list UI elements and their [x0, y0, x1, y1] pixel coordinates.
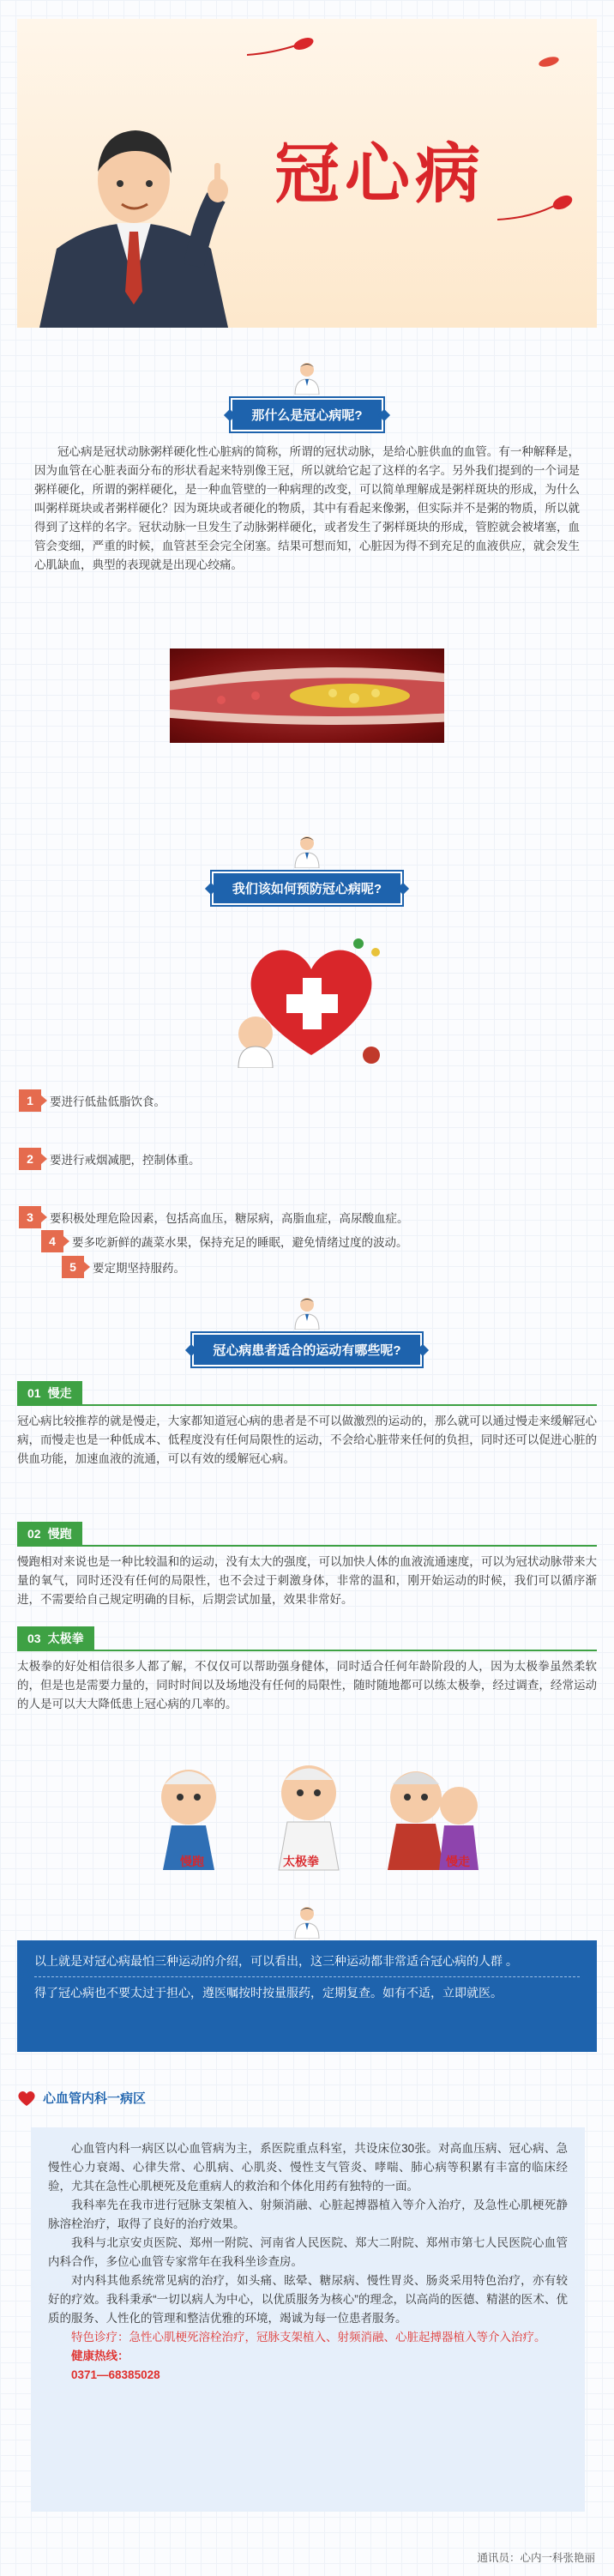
exercise-paragraph: 慢跑相对来说也是一种比较温和的运动，没有太大的强度，可以加快人体的血液流通速度，可以为冠状动脉带来大量的氧气，同时还没有任何的局限性，也不会过于刺激身体，非常的温和，刚开始运动的时候，我们可以循序渐进，不需要给自己规定明确的目标，后期尝试加量，效果非常好。	[17, 1555, 597, 1606]
tip-number: 4	[41, 1230, 63, 1252]
exercise-name: 慢走	[47, 1386, 72, 1400]
department-intro-box	[31, 2127, 585, 2512]
department-feature: 特色诊疗：急性心肌梗死溶栓治疗，冠脉支架植入、射频消融、心脏起搏器植入等介入治疗。	[71, 2331, 546, 2344]
red-leaf-icon	[247, 36, 316, 62]
section-title: 冠心病患者适合的运动有哪些呢?	[192, 1333, 421, 1366]
elder-label: 太极拳	[283, 1855, 319, 1868]
exercise-name: 太极拳	[47, 1632, 84, 1645]
department-paragraph: 我科与北京安贞医院、郑州一附院、河南省人民医院、郑大二附院、郑州市第七人民医院心血管内科合作，多位心血管专家常年在我科坐诊查房。	[48, 2236, 568, 2268]
elder-label: 慢走	[446, 1855, 470, 1868]
exercise-number: 02	[27, 1527, 41, 1541]
exercise-tag-label	[17, 1381, 82, 1405]
exercise-tag	[17, 1381, 82, 1405]
section-title: 我们该如何预防冠心病呢?	[212, 872, 402, 905]
exercise-name: 慢跑	[47, 1527, 72, 1541]
prevention-tip	[19, 1088, 166, 1113]
tip-number: 2	[19, 1148, 41, 1170]
exercise-paragraph: 太极拳的好处相信很多人都了解，不仅仅可以帮助强身健体，同时适合任何年龄阶段的人，因为太极拳虽然柔软的，但是也是需要力量的，同时时间以及场地没有任何的局限性，随时随地都可以练太极拳，经过调查，经常运动的人是可以大大降低患上冠心病的几率的。	[17, 1660, 597, 1710]
tip-number: 3	[19, 1206, 41, 1228]
doctor-icon	[292, 360, 322, 395]
section-paragraph: 冠心病是冠状动脉粥样硬化性心脏病的简称，所谓的冠状动脉，是给心脏供血的血管。有一种解释是，因为血管在心脏表面分布的形状看起来特别像王冠，所以就给它起了这样的名字。另外我们提到的一个词是粥样硬化，所谓的粥样硬化，是一种血管壁的一种病理的改变，可以简单理解成是粥样斑块的形成，为什么叫粥样斑块或者粥样硬化？因为斑块或者硬化的物质，其中有看起来像粥，但实际并不是粥的物质，所以就得到了这样的名字。冠状动脉一旦发生了动脉粥样硬化，或者发生了粥样斑块的形成，管腔就会被堵塞，血管会变细，严重的时候，血管甚至会完全闭塞。结果可想而知，心脏因为得不到充足的血液供应，就会发生心肌缺血，典型的表现就是出现心绞痛。	[34, 445, 580, 571]
department-header	[17, 2089, 146, 2107]
section-exercise-header	[0, 1295, 614, 1366]
exercise-tag	[17, 1522, 82, 1546]
hotline-number: 0371—68385028	[71, 2368, 160, 2381]
doctor-icon	[292, 834, 322, 868]
tip-text: 要多吃新鲜的蔬菜水果，保持充足的睡眠，避免情绪过度的波动。	[72, 1236, 408, 1249]
hero-title: 冠心病	[274, 136, 485, 212]
red-leaf-icon	[497, 190, 575, 225]
divider	[17, 1404, 597, 1406]
prevention-tip	[62, 1254, 185, 1280]
prevention-tip	[41, 1228, 408, 1254]
department-paragraph: 我科率先在我市进行冠脉支架植入、射频消融、心脏起搏器植入等介入治疗，及急性心肌梗死静脉溶栓治疗，取得了良好的治疗效果。	[48, 2199, 568, 2230]
section-prevention-header	[0, 834, 614, 905]
exercise-number: 01	[27, 1386, 41, 1400]
department-paragraph: 对内科其他系统常见病的治疗，如头痛、眩晕、糖尿病、慢性胃炎、肠炎采用特色治疗，亦有较好的疗效。我科秉承“一切以病人为中心，以优质服务为核心”的理念，以高尚的医德、精湛的医术、优质的服务、人性化的管理和整洁优雅的环境，竭诚为每一位患者服务。	[48, 2274, 568, 2325]
prevention-tip	[19, 1146, 201, 1172]
doctor-icon	[292, 1295, 322, 1330]
red-leaf-icon	[532, 53, 566, 70]
summary-line: 以上就是对冠心病最怕三种运动的介绍，可以看出，这三种运动都非常适合冠心病的人群 。	[34, 1951, 580, 1977]
prevention-tip	[19, 1204, 409, 1230]
tip-text: 要进行戒烟减肥，控制体重。	[50, 1154, 201, 1167]
summary-box	[17, 1940, 597, 2052]
department-name: 心血管内科一病区	[43, 2091, 147, 2106]
exercise-paragraph: 冠心病比较推荐的就是慢走，大家都知道冠心病的患者是不可以做激烈的运动的，那么就可以通过慢走来缓解冠心病，而慢走也是一种低成本、低程度没有任何局限性的运动，不会给心脏带来任何的负担，同时还可以促进心脏的供血功能，加速血液的流通，可以有效的缓解冠心病。	[17, 1415, 597, 1465]
department-paragraph: 心血管内科一病区以心血管病为主，系医院重点科室，共设床位30张。对高血压病、冠心病、急慢性心力衰竭、心律失常、心肌病、心肌炎、慢性支气管炎、哮喘、肺心病等积累有丰富的临床经验，尤其在急性心肌梗死及危重病人的救治和个体化用药有独特的一面。	[48, 2142, 568, 2193]
divider	[17, 1545, 597, 1547]
exercise-tag-label	[17, 1522, 82, 1546]
heart-doctor-illustration-icon	[221, 926, 401, 1068]
exercise-number: 03	[27, 1632, 41, 1645]
exercise-tag-label	[17, 1626, 94, 1650]
tip-text: 要定期坚持服药。	[93, 1262, 185, 1275]
section-title: 那什么是冠心病呢?	[231, 398, 382, 431]
businessman-illustration-icon	[22, 94, 245, 328]
hero-banner	[17, 19, 597, 328]
tip-number: 5	[62, 1256, 84, 1278]
tip-number: 1	[19, 1089, 41, 1112]
section-what-is-header	[0, 360, 614, 431]
heart-icon	[17, 2090, 36, 2107]
tip-text: 要进行低盐低脂饮食。	[50, 1095, 166, 1108]
tip-text: 要积极处理危险因素，包括高血压，糖尿病，高脂血症，高尿酸血症。	[50, 1212, 409, 1225]
summary-line: 得了冠心病也不要太过于担心，遵医嘱按时按量服药，定期复查。如有不适，立即就医。	[34, 1986, 503, 2000]
elder-label: 慢跑	[180, 1855, 204, 1868]
divider	[17, 1650, 597, 1651]
hotline-label: 健康热线：	[71, 2350, 129, 2362]
doctor-icon	[292, 1904, 322, 1939]
footer-credit: 通讯员：心内一科张艳丽	[477, 2552, 595, 2564]
exercise-tag	[17, 1626, 94, 1650]
artery-plaque-image	[170, 649, 444, 743]
